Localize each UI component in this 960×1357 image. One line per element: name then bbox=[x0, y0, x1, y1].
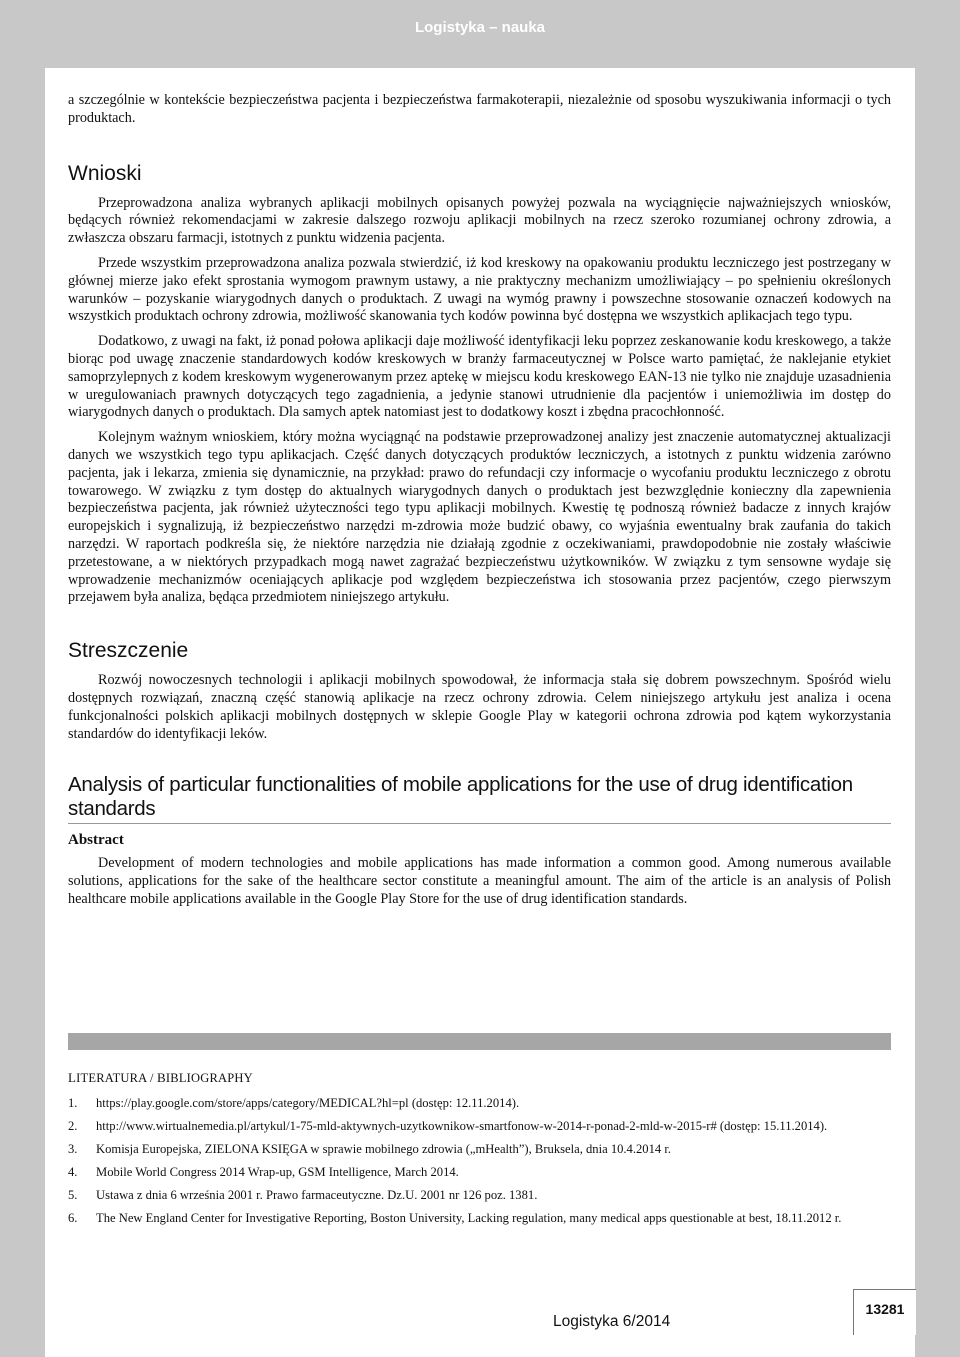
bibliography-item: 1. https://play.google.com/store/apps/category/MEDICAL?hl=pl (dostęp: 12.11.2014). bbox=[68, 1096, 520, 1110]
header-bar bbox=[0, 0, 960, 68]
separator-bar bbox=[68, 1033, 891, 1050]
heading-wnioski: Wnioski bbox=[68, 161, 142, 185]
english-title: Analysis of particular functionalities of mobile applications for the use of drug identification standards bbox=[68, 773, 891, 824]
heading-streszczenie: Streszczenie bbox=[68, 639, 189, 663]
intro-paragraph: a szczególnie w kontekście bezpieczeństwa pacjenta i bezpieczeństwa farmakoterapii, niezależnie od sposobu wyszukiwania informacji o tych produktach. bbox=[68, 92, 891, 126]
wnioski-paragraph-2: Przede wszystkim przeprowadzona analiza pozwala stwierdzić, iż kod kreskowy na opakowaniu produktu leczniczego jest postrzegany w głównej mierze jako efekt sprostania wymogom prawnym ustawy, a nie praktyczny mechanizm umożliwiający – po spełnieniu określonych warunków – pozyskanie wiarygodnych danych o produktach. Z uwagi na wymóg prawny i powszechne stosowanie oznaczeń kodowych na wszystkich produktach ochrony zdrowia, możliwość skanowania tych kodów powinna być dostępna we wszystkich aplikacjach tego typu. bbox=[68, 254, 891, 325]
bibliography-item: 4. Mobile World Congress 2014 Wrap-up, GSM Intelligence, March 2014. bbox=[68, 1165, 459, 1179]
bibliography bbox=[68, 1070, 891, 1233]
bibliography-title: LITERATURA / BIBLIOGRAPHY bbox=[68, 1070, 253, 1085]
main-content bbox=[68, 68, 891, 909]
page-number-box bbox=[853, 1289, 916, 1335]
wnioski-paragraph-3: Dodatkowo, z uwagi na fakt, iż ponad połowa aplikacji daje możliwość identyfikacji leku poprzez zeskanowanie kodu kreskowego, a także biorąc pod uwagę znaczenie standardowych kodów kreskowych w branży farmaceutycznej w Polsce warto pamiętać, że naklejanie etykiet samoprzylepnych z kodem kreskowym wygenerowanym przez aptekę w miejscu kodu kreskowego EAN-13 nie tylko nie znajduje uzasadnienia w uregulowaniach prawnych dotyczących tego zagadnienia, a jedynie stanowi utrudnienie dla pacjentów i uniemożliwia im dostęp do wiarygodnych danych o produktach. Dla samych aptek natomiast jest to dodatkowy koszt i zbędna pracochłonność. bbox=[68, 333, 891, 421]
bibliography-item: 3. Komisja Europejska, ZIELONA KSIĘGA w sprawie mobilnego zdrowia („mHealth”), Bruksela, dnia 10.4.2014 r. bbox=[68, 1142, 671, 1156]
bibliography-item: 5. Ustawa z dnia 6 września 2001 r. Prawo farmaceutyczne. Dz.U. 2001 nr 126 poz. 1381. bbox=[68, 1188, 538, 1202]
streszczenie-paragraph: Rozwój nowoczesnych technologii i aplikacji mobilnych spowodował, że informacja stała się dobrem powszechnym. Spośród wielu dostępnych rozwiązań, znaczną część stanowią aplikacje na rzecz ochrony zdrowia. Celem niniejszego artykułu jest analiza i ocena funkcjonalności polskich aplikacji mobilnych dostępnych w sklepie Google Play w kategorii ochrona zdrowia pod kątem wykorzystania standardów do identyfikacji leków. bbox=[68, 672, 891, 742]
bibliography-item: 2. http://www.wirtualnemedia.pl/artykul/1-75-mld-aktywnych-uzytkownikow-smartfonow-w-2014-r-ponad-2-mld-w-2015-r# (dostęp: 15.11.2014). bbox=[68, 1119, 828, 1133]
bibliography-list bbox=[68, 1095, 891, 1226]
page bbox=[45, 68, 915, 1357]
running-header: Logistyka – nauka bbox=[414, 19, 546, 36]
page-number: 13281 bbox=[865, 1301, 905, 1317]
abstract-paragraph: Development of modern technologies and mobile applications has made information a common good. Among numerous available solutions, applications for the sake of the healthcare sector constitute a meaningful amount. The aim of the article is an analysis of Polish healthcare mobile applications available in the Google Play Store for the use of drug identification standards. bbox=[68, 855, 891, 907]
wnioski-paragraph-4: Kolejnym ważnym wnioskiem, który można wyciągnąć na podstawie przeprowadzonej analizy jest znaczenie automatycznej aktualizacji danych we wszystkich tego typu aplikacjach. Część danych dotyczących produktów leczniczych, a istotnych z punktu widzenia zarówno pacjenta, jak i lekarza, zmienia się dynamicznie, na przykład: prawo do refundacji czy informacje o wycofaniu produktu leczniczego z obrotu towarowego. W związku z tym dostęp do aktualnych wiarygodnych danych o produktach jest bezwzględnie konieczny dla zapewnienia bezpieczeństwa pacjenta, jak również użyteczności tego typu aplikacji mobilnych. Kwestię tę podnoszą również badacze z innych krajów europejskich i sygnalizują, iż bezpieczeństwo narzędzi m-zdrowia może budzić obawy, co wyjaśnia ewentualny brak zaufania do takich narzędzi. W raportach podkreśla się, że niektóre narzędzia nie działają zgodnie z oczekiwaniami, prawdopodobnie nie zostały właściwie przetestowane, a w niektórych przypadkach mogą nawet zagrażać bezpieczeństwu użytkowników. W związku z tym sensowne wydaje się wprowadzenie mechanizmów oceniających aplikacje pod względem bezpieczeństwa ich stosowania przez pacjentów, czego pierwszym przejawem była analiza, będąca przedmiotem niniejszego artykułu. bbox=[68, 429, 891, 606]
bibliography-item: 6. The New England Center for Investigative Reporting, Boston University, Lacking regulation, many medical apps questionable at best, 18.11.2012 r. bbox=[68, 1211, 842, 1225]
wnioski-paragraph-1: Przeprowadzona analiza wybranych aplikacji mobilnych opisanych powyżej pozwala na wyciągnięcie najważniejszych wniosków, będących również rekomendacjami w zakresie dalszego rozwoju aplikacji mobilnych na rzecz szeroko rozumianej ochrony zdrowia, a zwłaszcza obszaru farmacji, istotnych z punktu widzenia pacjenta. bbox=[68, 194, 891, 247]
footer-journal: Logistyka 6/2014 bbox=[553, 1313, 671, 1330]
abstract-heading: Abstract bbox=[68, 832, 124, 849]
